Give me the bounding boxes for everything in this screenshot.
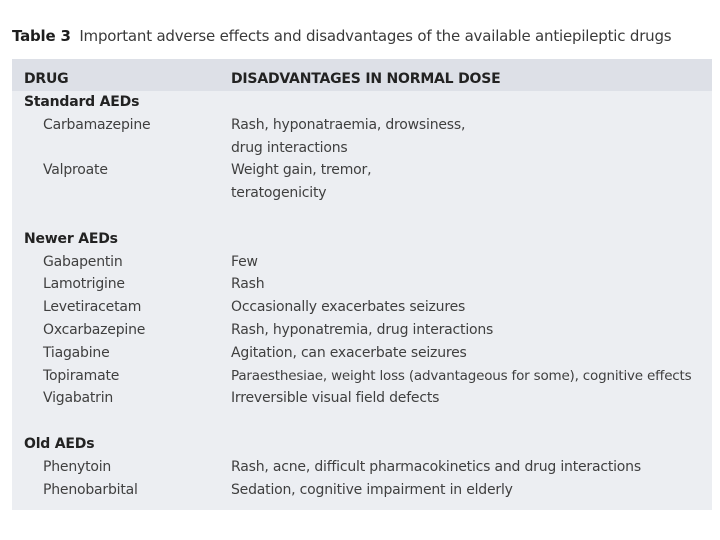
group-heading: Standard AEDs bbox=[24, 94, 140, 110]
drug-name: Oxcarbazepine bbox=[43, 322, 146, 338]
disadvantage-text: Rash, acne, difficult pharmacokinetics and drug interactions bbox=[231, 459, 641, 475]
drug-name: Vigabatrin bbox=[43, 390, 114, 406]
disadvantage-text: Rash, hyponatremia, drug interactions bbox=[231, 322, 494, 338]
group-heading: Old AEDs bbox=[24, 436, 95, 452]
disadvantage-text: Agitation, can exacerbate seizures bbox=[231, 345, 467, 361]
drug-name: Topiramate bbox=[43, 368, 120, 384]
table-caption bbox=[12, 27, 671, 45]
disadvantage-text: Few bbox=[231, 254, 258, 270]
drug-name: Phenobarbital bbox=[43, 482, 138, 498]
adverse-effects-table bbox=[12, 59, 712, 510]
disadvantage-text: Sedation, cognitive impairment in elderly bbox=[231, 482, 513, 498]
drug-name: Levetiracetam bbox=[43, 299, 142, 315]
header-drug: DRUG bbox=[24, 71, 69, 87]
disadvantage-text: Rash bbox=[231, 276, 265, 292]
disadvantage-text: Paraesthesiae, weight loss (advantageous for some), cognitive effects bbox=[231, 368, 692, 384]
drug-name: Carbamazepine bbox=[43, 117, 151, 133]
table-number: Table 3 bbox=[12, 27, 71, 45]
header-disadvantages: DISADVANTAGES IN NORMAL DOSE bbox=[231, 71, 501, 87]
drug-name: Phenytoin bbox=[43, 459, 112, 475]
group-heading: Newer AEDs bbox=[24, 231, 118, 247]
disadvantage-text: Weight gain, tremor, bbox=[231, 162, 372, 178]
disadvantage-text: Occasionally exacerbates seizures bbox=[231, 299, 466, 315]
table-title: Important adverse effects and disadvantages of the available antiepileptic drugs bbox=[79, 27, 672, 45]
disadvantage-text: drug interactions bbox=[231, 140, 348, 156]
disadvantage-text: teratogenicity bbox=[231, 185, 327, 201]
drug-name: Tiagabine bbox=[43, 345, 110, 361]
drug-name: Gabapentin bbox=[43, 254, 123, 270]
disadvantage-text: Rash, hyponatraemia, drowsiness, bbox=[231, 117, 466, 133]
drug-name: Lamotrigine bbox=[43, 276, 125, 292]
disadvantage-text: Irreversible visual field defects bbox=[231, 390, 440, 406]
drug-name: Valproate bbox=[43, 162, 108, 178]
